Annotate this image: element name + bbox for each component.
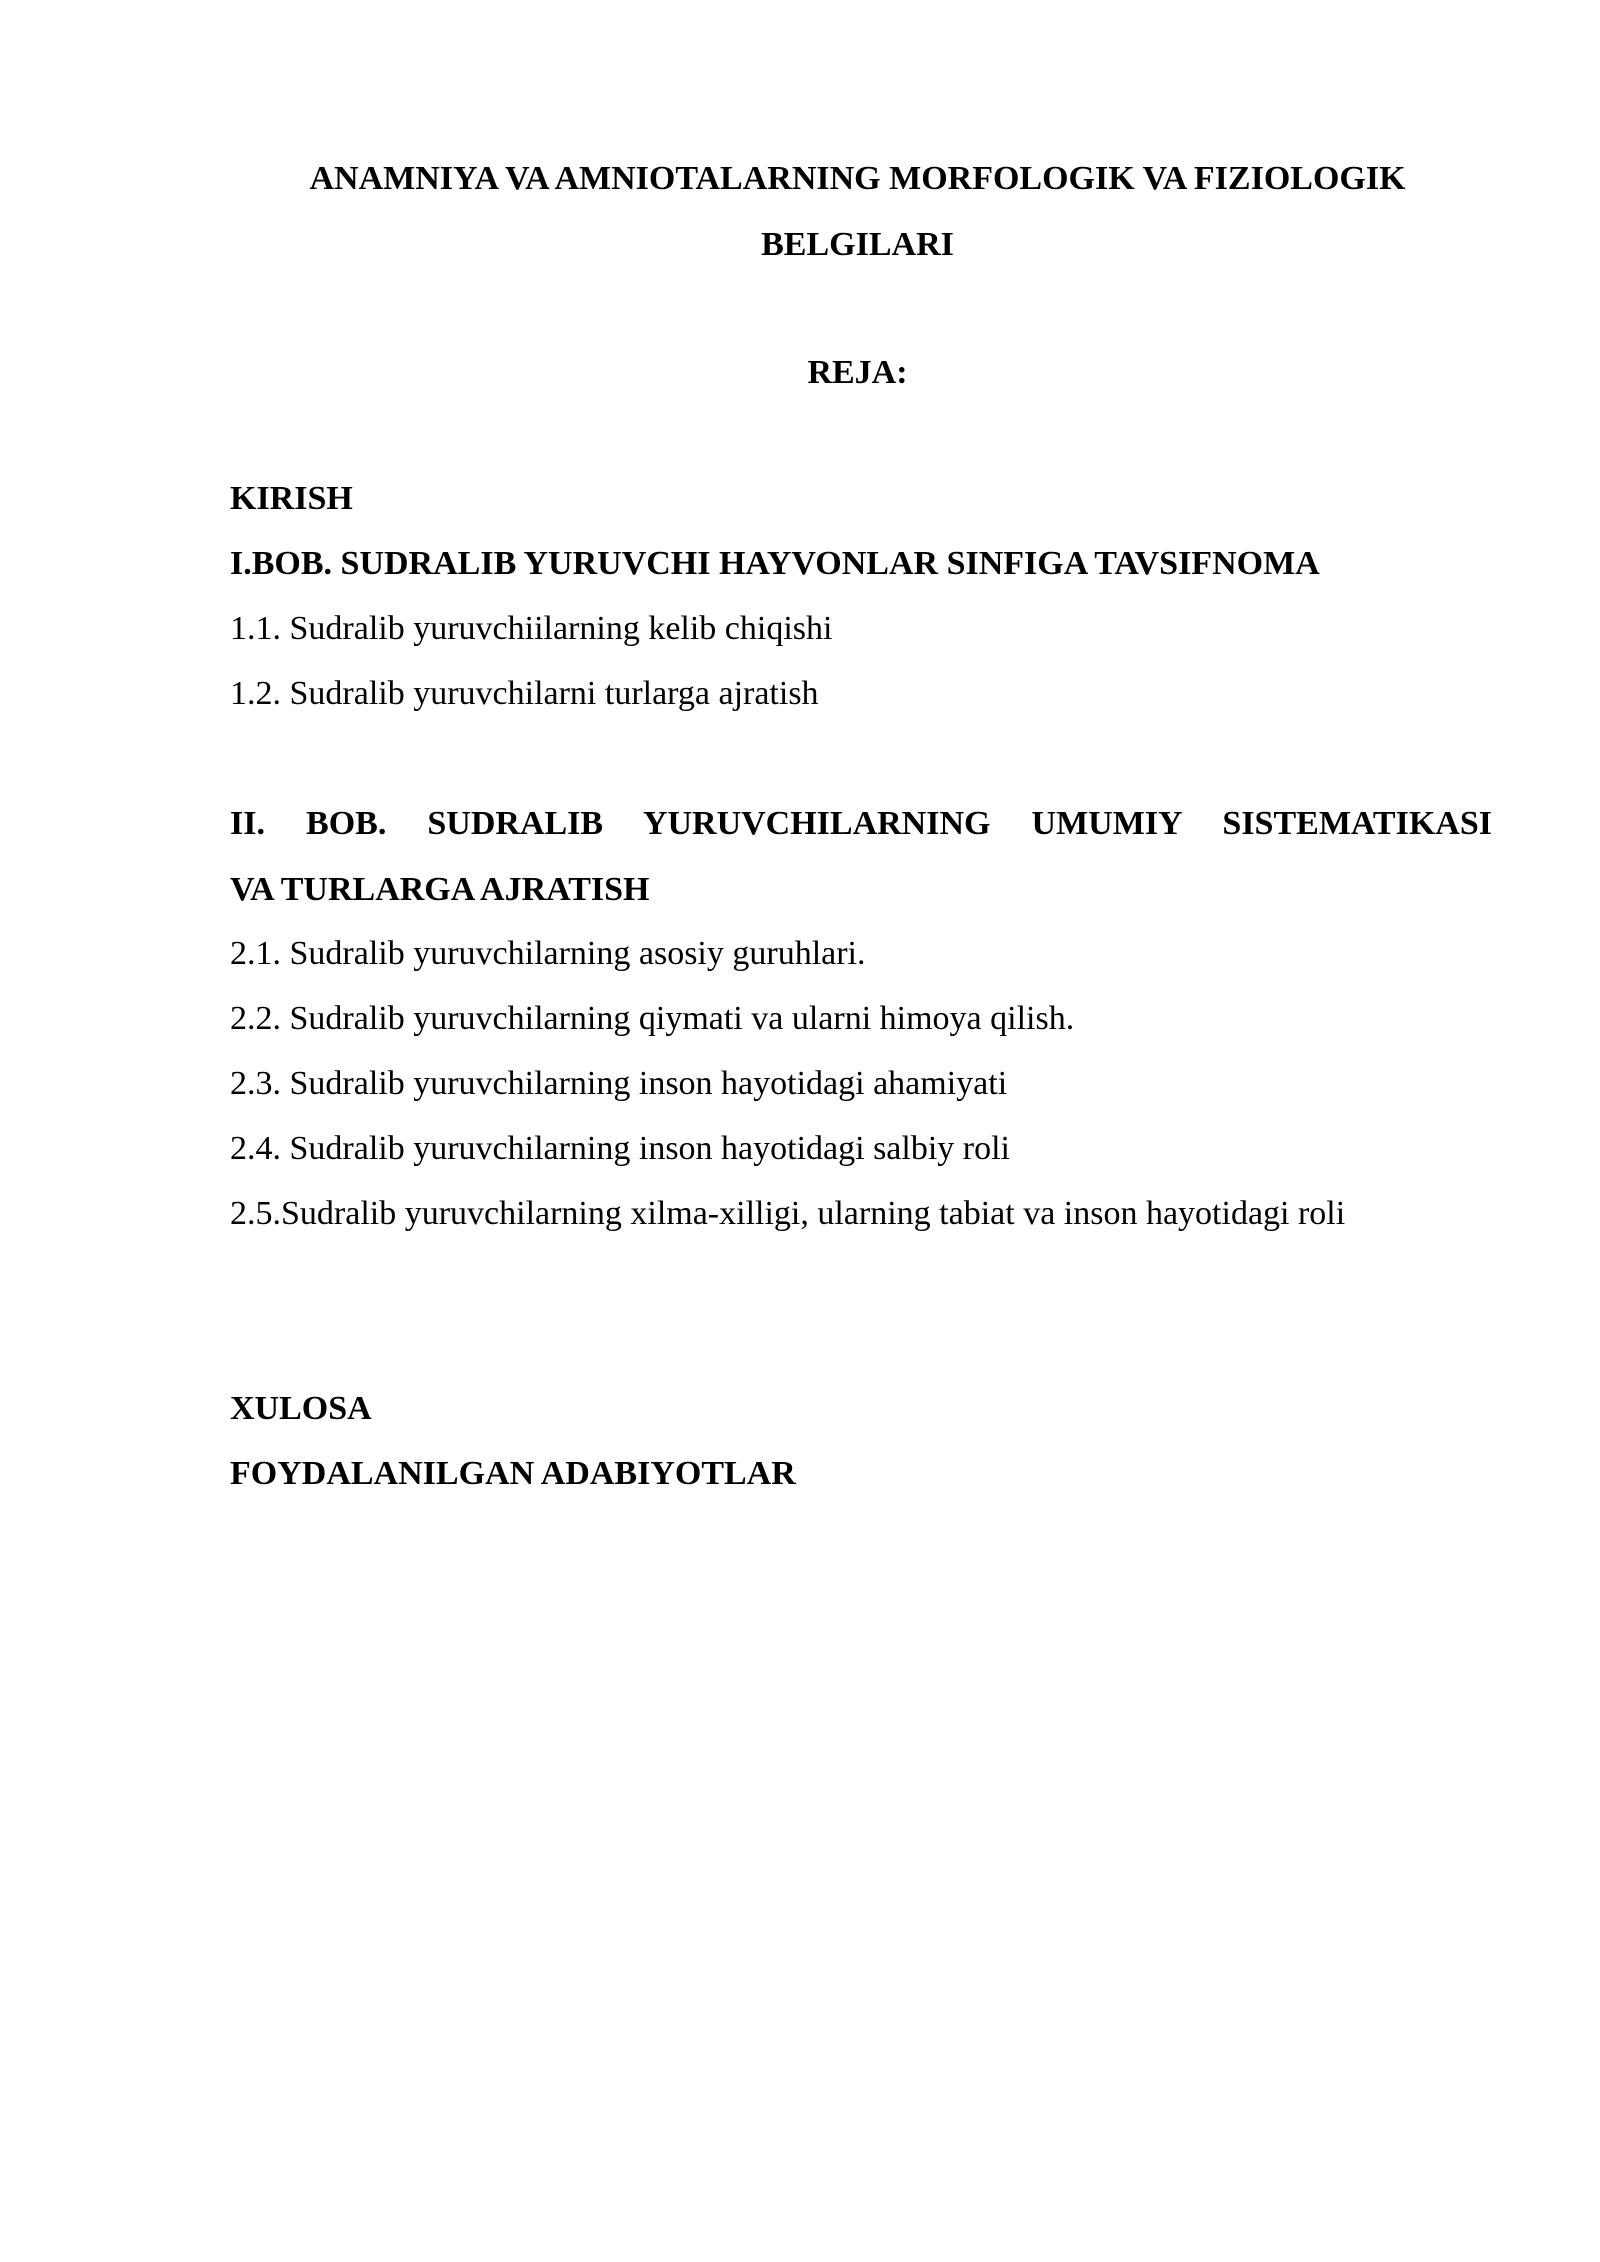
chapter-1-item-2: 1.2. Sudralib yuruvchilarni turlarga ajratish (230, 675, 819, 712)
plan-heading: REJA: (807, 354, 908, 391)
chapter-2-item-2: 2.2. Sudralib yuruvchilarning qiymati va ularni himoya qilish. (230, 1000, 1075, 1037)
chapter-1-heading: I.BOB. SUDRALIB YURUVCHI HAYVONLAR SINFIGA TAVSIFNOMA (230, 545, 1320, 582)
document-title (230, 146, 1485, 278)
title-line-2: BELGILARI (761, 226, 954, 263)
chapter-1-item-1: 1.1. Sudralib yuruvchiilarning kelib chiqishi (230, 610, 833, 647)
references-heading: FOYDALANILGAN ADABIYOTLAR (230, 1455, 796, 1492)
chapter-2-item-3: 2.3. Sudralib yuruvchilarning inson hayotidagi ahamiyati (230, 1065, 1008, 1102)
intro-heading: KIRISH (230, 480, 353, 517)
chapter-2-item-1: 2.1. Sudralib yuruvchilarning asosiy guruhlari. (230, 935, 866, 972)
chapter-2-item-4: 2.4. Sudralib yuruvchilarning inson hayotidagi salbiy roli (230, 1130, 1011, 1167)
chapter-2-heading-line-2: VA TURLARGA AJRATISH (230, 871, 650, 908)
chapter-2-item-5: 2.5.Sudralib yuruvchilarning xilma-xilligi, ularning tabiat va inson hayotidagi roli (230, 1195, 1346, 1232)
chapter-2-heading-line-1: II. BOB. SUDRALIB YURUVCHILARNING UMUMIY SISTEMATIKASI (230, 805, 1492, 842)
conclusion-heading: XULOSA (230, 1390, 372, 1427)
title-line-1: ANAMNIYA VA AMNIOTALARNING MORFOLOGIK VA FIZIOLOGIK (309, 160, 1406, 197)
chapter-2-heading (230, 791, 1492, 923)
